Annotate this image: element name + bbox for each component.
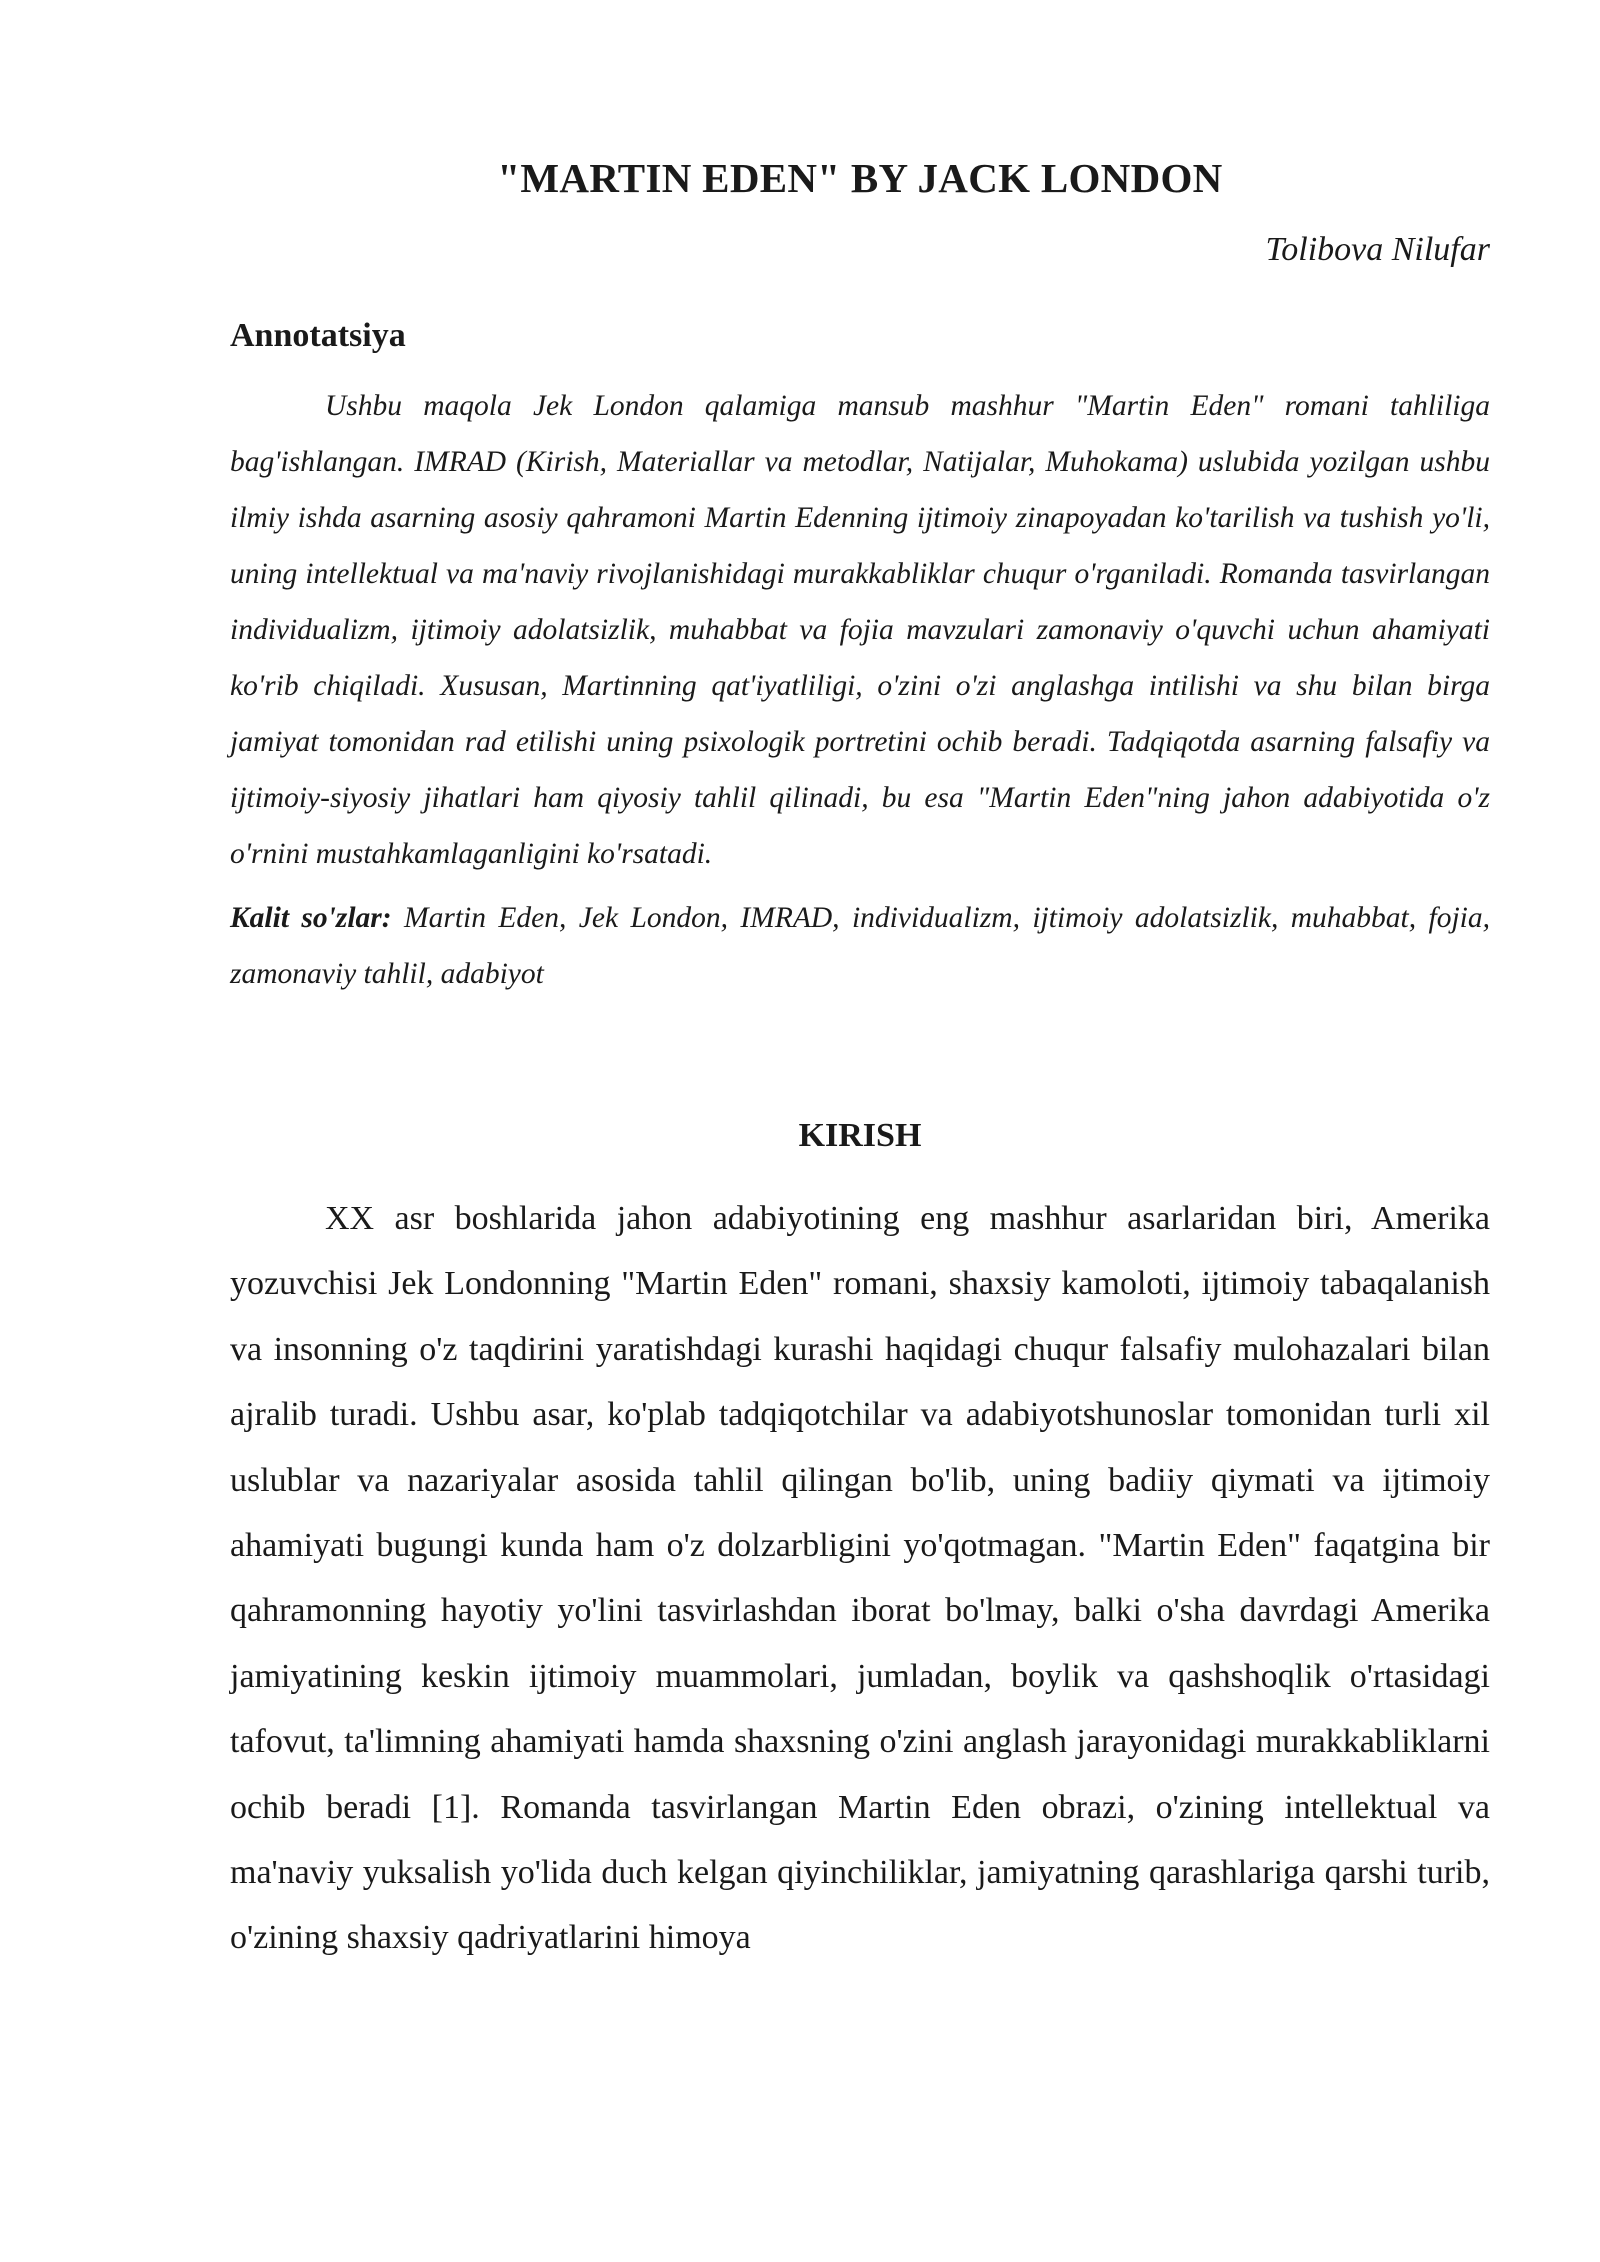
intro-paragraph: XX asr boshlarida jahon adabiyotining eng mashhur asarlaridan biri, Amerika yozuvchisi Jek Londonning "Martin Eden" romani, shaxsiy kamoloti, ijtimoiy tabaqalanish va insonning o'z taqdirini yaratishdagi kurashi haqidagi chuqur falsafiy mulohazalari bilan ajralib turadi. Ushbu asar, ko'plab tadqiqotchilar va adabiyotshunoslar tomonidan turli xil uslublar va nazariyalar asosida tahlil qilingan bo'lib, uning badiiy qiymati va ijtimoiy ahamiyati bugungi kunda ham o'z dolzarbligini yo'qotmagan. "Martin Eden" faqatgina bir qahramonning hayotiy yo'lini tasvirlashdan iborat bo'lmay, balki o'sha davrdagi Amerika jamiyatining keskin ijtimoiy muammolari, jumladan, boylik va qashshoqlik o'rtasidagi tafovut, ta'limning ahamiyati hamda shaxsning o'zini anglash jarayonidagi murakkabliklarni ochib beradi [1]. Romanda tasvirlangan Martin Eden obrazi, o'zining intellektual va ma'naviy yuksalish yo'lida duch kelgan qiyinchiliklar, jamiyatning qarashlariga qarshi turib, o'zining shaxsiy qadriyatlarini himoya xyxy=(230,1200,1490,1957)
annotation-heading: Annotatsiya xyxy=(230,317,406,354)
keywords xyxy=(230,890,1490,1002)
intro-heading: KIRISH xyxy=(798,1117,922,1154)
author-name: Tolibova Nilufar xyxy=(1265,231,1490,268)
page-title: "MARTIN EDEN" BY JACK LONDON xyxy=(497,155,1223,201)
document-page xyxy=(230,0,1490,1971)
annotation-text: Ushbu maqola Jek London qalamiga mansub mashhur "Martin Eden" romani tahliliga bag'ishlangan. IMRAD (Kirish, Materiallar va metodlar, Natijalar, Muhokama) uslubida yozilgan ushbu ilmiy ishda asarning asosiy qahramoni Martin Edenning ijtimoiy zinapoyadan ko'tarilish va tushish yo'li, uning intellektual va ma'naviy rivojlanishidagi murakkabliklar chuqur o'rganiladi. Romanda tasvirlangan individualizm, ijtimoiy adolatsizlik, muhabbat va fojia mavzulari zamonaviy o'quvchi uchun ahamiyati ko'rib chiqiladi. Xususan, Martinning qat'iyatliligi, o'zini o'zi anglashga intilishi va shu bilan birga jamiyat tomonidan rad etilishi uning psixologik portretini ochib beradi. Tadqiqotda asarning falsafiy va ijtimoiy-siyosiy jihatlari ham qiyosiy tahlil qilinadi, bu esa "Martin Eden"ning jahon adabiyotida o'z o'rnini mustahkamlaganligini ko'rsatadi. xyxy=(230,390,1490,870)
keywords-text: Martin Eden, Jek London, IMRAD, individualizm, ijtimoiy adolatsizlik, muhabbat, fojia, zamonaviy tahlil, adabiyot xyxy=(230,902,1490,990)
keywords-label: Kalit so'zlar: xyxy=(230,902,392,934)
